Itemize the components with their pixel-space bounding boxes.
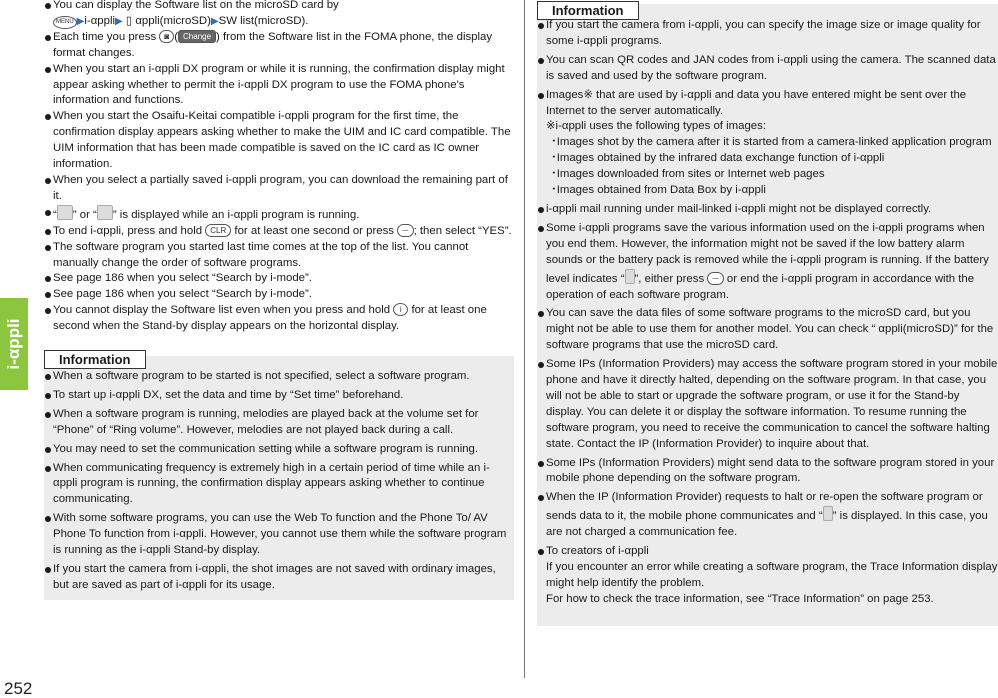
column-divider — [524, 0, 525, 678]
image-type-item: ･Images obtained from Data Box by i-αppli — [551, 184, 766, 197]
chapter-side-tab — [0, 298, 28, 390]
arrow-icon: ▶ — [76, 15, 85, 27]
bullet-see-page-1: See page 186 when you select “Search by i-mode”. — [44, 271, 514, 287]
info-item-battery: Some i-αppli programs save the various information used on the i-αppli programs when you end them. However, the information might not be saved if the low battery alarm sounds or the battery pack is removed while the i-αppli program is running. If the battery level indicates “ ”, either press ⏤ or end the i-αppli program in accordance with the operation of each software program. — [537, 221, 998, 304]
left-information-box — [44, 352, 514, 600]
info-item: If you start the camera from i-αppli, the shot images are not saved with ordinary images, but are saved as part of i-αppli for its usage. — [44, 562, 514, 594]
chapter-side-tab-label: i-αppli — [4, 318, 24, 370]
info-item-creators: To creators of i-αppli If you encounter an error while creating a software program, the Trace Information display might help identify the problem. For how to check the trace information, see “Trace Information” on page 253. — [537, 544, 998, 608]
change-key-icon: Change — [178, 30, 216, 43]
bullet-end-iappli: To end i-αppli, press and hold CLR for at least one second or press ⏤ ; then select “YES”. — [44, 224, 514, 240]
info-item: If you start the camera from i-αppli, you can specify the image size or image quality for some i-αppli programs. — [537, 18, 998, 50]
left-column — [44, 0, 514, 600]
info-item: You can save the data files of some software programs to the microSD card, but you might not be able to use them for another model. You can check “ αppli(microSD)” for the software programs that use the microSD card. — [537, 306, 998, 354]
iappli-running-icon — [57, 205, 73, 220]
info-item: When a software program to be started is not specified, select a software program. — [44, 369, 514, 385]
iappli-dx-running-icon — [97, 205, 113, 220]
info-item: You may need to set the communication setting while a software program is running. — [44, 442, 514, 458]
battery-low-icon — [625, 269, 635, 284]
bullet-osaifu: When you start the Osaifu-Keitai compatible i-αppli program for the first time, the confirmation display appears asking whether to make the UIM and IC card compatible. The UIM information that has been made compatible is saved on the IC card as IC owner information. — [44, 109, 514, 173]
bullet-display-format: Each time you press ◙ ( Change ) from the Software list in the FOMA phone, the display format changes. — [44, 30, 514, 62]
clr-key-icon: CLR — [205, 224, 231, 237]
bullet-last-started: The software program you started last time comes at the top of the list. You cannot manually change the order of software programs. — [44, 240, 514, 272]
info-item-halt: When the IP (Information Provider) requests to halt or re-open the software program or sends data to it, the mobile phone communicates and “ ” is displayed. In this case, you are not charged a communication fee. — [537, 490, 998, 541]
bullet-running-icons: “ ” or “ ” is displayed while an i-αppli program is running. — [44, 205, 514, 224]
bullet-horizontal-display: You cannot display the Software list even when you press and hold i for at least one second when the Stand-by display appears on the horizontal display. — [44, 303, 514, 335]
info-item: You can scan QR codes and JAN codes from i-αppli using the camera. The scanned data is saved and used by the software program. — [537, 53, 998, 85]
arrow-icon: ▶ — [115, 15, 123, 27]
image-type-item: ･Images downloaded from sites or Internet web pages — [551, 168, 825, 181]
info-item: Images※ that are used by i-αppli and data you have entered might be sent over the Internet to the server automatically. — [537, 88, 998, 120]
image-type-item: ･Images shot by the camera after it is started from a camera-linked application program — [551, 136, 992, 149]
bullet-see-page-2: See page 186 when you select “Search by i-mode”. — [44, 287, 514, 303]
power-key-icon: ⏤ — [397, 224, 413, 237]
info-item: When communicating frequency is extremely high in a certain period of time while an i-αppli program is running, the confirmation display appears asking whether to continue communicating. — [44, 461, 514, 509]
images-note: ※i-αppli uses the following types of images: — [546, 120, 766, 133]
camera-key-icon: ◙ — [159, 30, 174, 43]
info-item: When a software program is running, melodies are played back at the volume set for “Phone” of “Ring volume”. However, melodies are not played back during a call. — [44, 407, 514, 439]
bullet-microsd-list: You can display the Software list on the microSD card by MENU ▶i-αppli▶ ▯ αppli(microSD)▶SW list(microSD). — [44, 0, 514, 30]
iappli-key-icon: i — [393, 303, 408, 316]
right-information-box — [537, 4, 998, 626]
arrow-icon: ▶ — [210, 15, 219, 27]
image-type-item: ･Images obtained by the infrared data exchange function of i-αppli — [551, 152, 885, 165]
info-item: Some IPs (Information Providers) may access the software program stored in your mobile phone and have it directly halted, depending on the software program. In that case, you will not be able to start or upgrade the software program, or use it for the Stand-by display. You can delete it or display the software information. To resume running the software program, you need to receive the communication to cancel the software halting state. Contact the IP (Information Provider) to inquire about that. — [537, 357, 998, 452]
information-label: Information — [537, 1, 639, 20]
info-item: Some IPs (Information Providers) might send data to the software program stored in your mobile phone depending on the software program. — [537, 456, 998, 488]
information-label: Information — [44, 350, 146, 369]
microsd-icon: ▯ — [125, 14, 133, 27]
info-item: i-αppli mail running under mail-linked i-αppli might not be displayed correctly. — [537, 202, 998, 218]
bullet-partial-download: When you select a partially saved i-αppli program, you can download the remaining part of it. — [44, 173, 514, 205]
power-key-icon: ⏤ — [707, 272, 723, 285]
info-item: To start up i-αppli DX, set the data and time by “Set time” beforehand. — [44, 388, 514, 404]
communication-icon — [823, 506, 833, 521]
page-number: 252 — [4, 679, 33, 698]
bullet-dx-confirm: When you start an i-αppli DX program or while it is running, the confirmation display might appear asking whether to permit the i-αppli DX program to use the FOMA phone's information and functions. — [44, 62, 514, 110]
info-item: With some software programs, you can use the Web To function and the Phone To/ AV Phone To function from i-αppli. However, you cannot use them while the software program is running as the i-αppli Stand-by display. — [44, 511, 514, 559]
menu-key-icon: MENU — [53, 16, 77, 29]
